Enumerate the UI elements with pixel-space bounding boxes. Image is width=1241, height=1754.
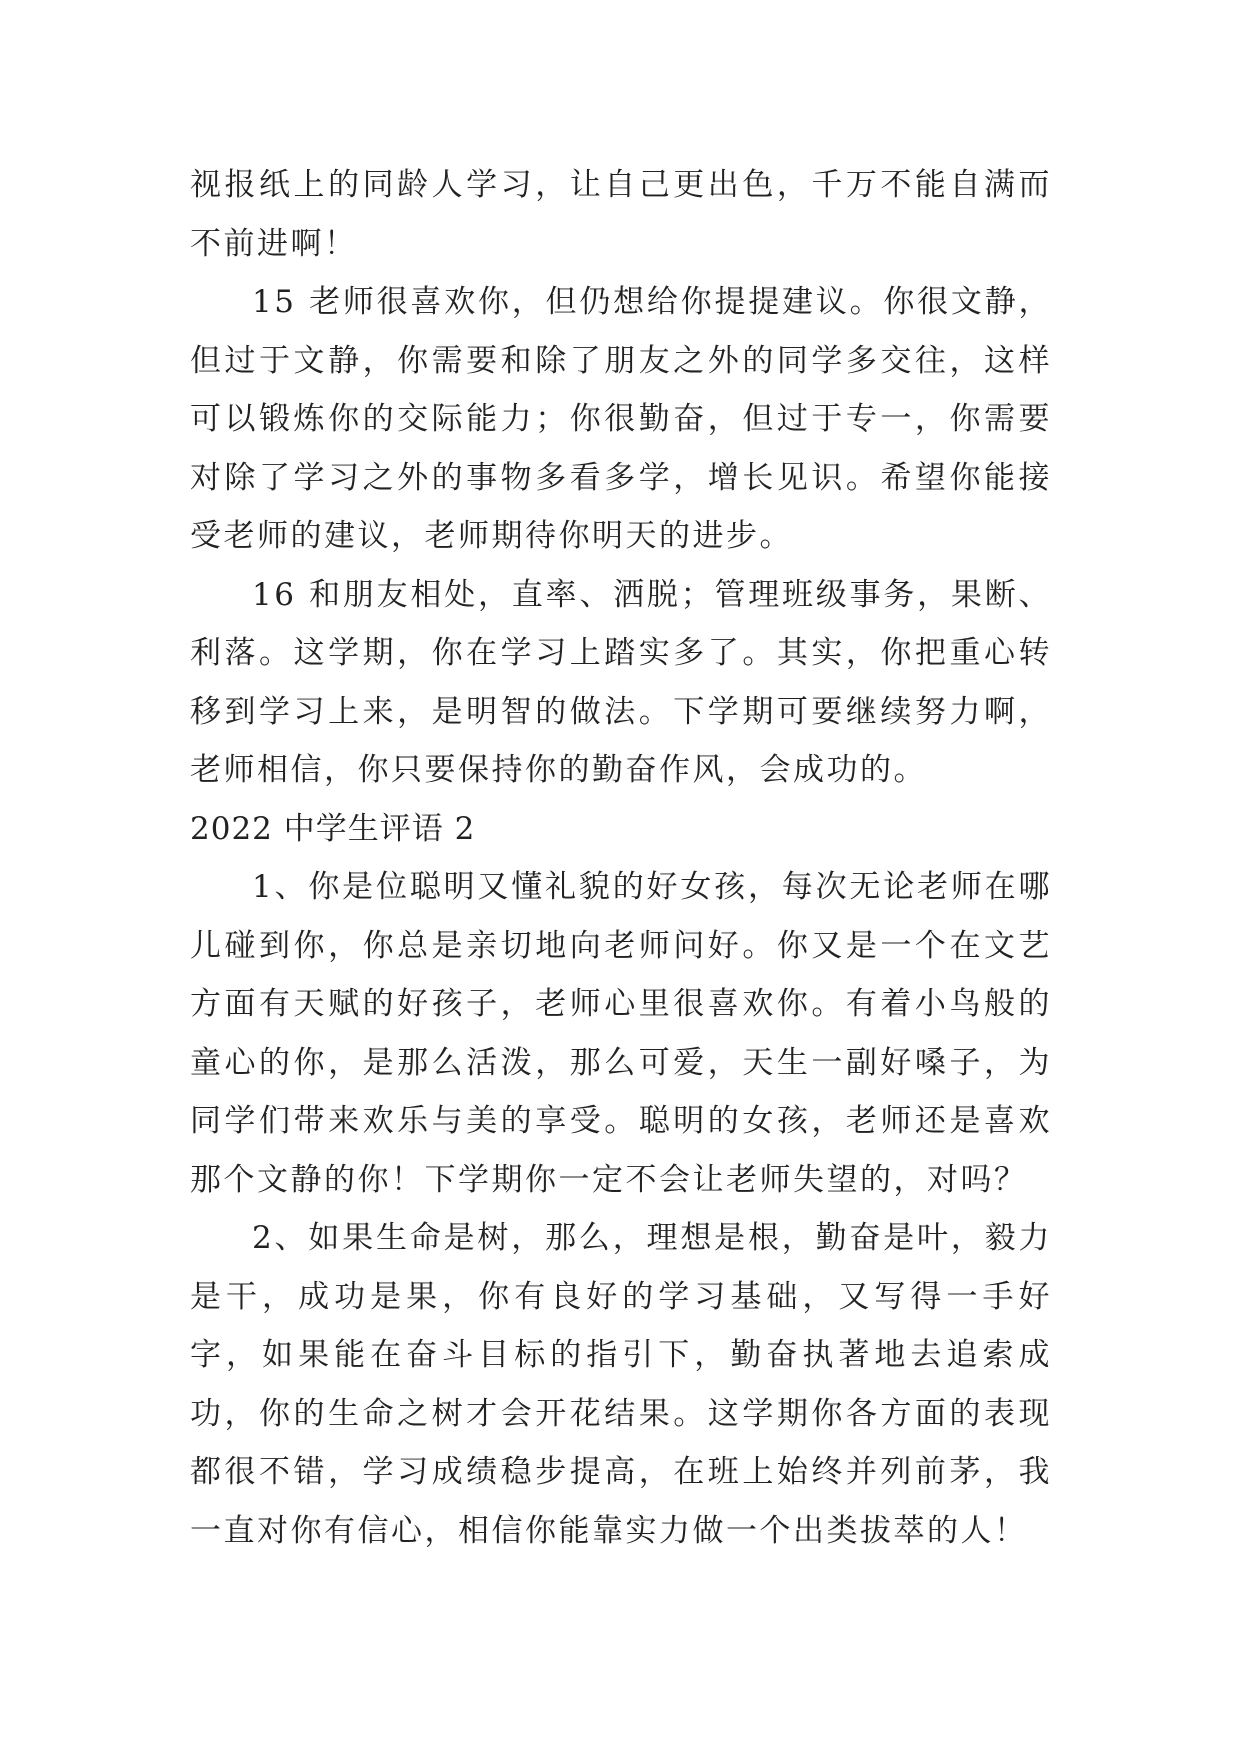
paragraph-section2-item-1: 1、你是位聪明又懂礼貌的好女孩，每次无论老师在哪儿碰到你，你总是亲切地向老师问好。你又是一个在文艺方面有天赋的好孩子，老师心里很喜欢你。有着小鸟般的童心的你，是那么活泼，那么可爱，天生一副好嗓子，为同学们带来欢乐与美的享受。聪明的女孩，老师还是喜欢那个文静的你！下学期你一定不会让老师失望的，对吗？ bbox=[190, 869, 1052, 1198]
section-heading: 2022 中学生评语 2 bbox=[190, 810, 476, 847]
paragraph-comment-16: 16 和朋友相处，直率、洒脱；管理班级事务，果断、利落。这学期，你在学习上踏实多了。其实，你把重心转移到学习上来，是明智的做法。下学期可要继续努力啊，老师相信，你只要保持你的勤奋作风，会成功的。 bbox=[190, 576, 1052, 788]
paragraph-comment-15: 15 老师很喜欢你，但仍想给你提提建议。你很文静，但过于文静，你需要和除了朋友之外的同学多交往，这样可以锻炼你的交际能力；你很勤奋，但过于专一，你需要对除了学习之外的事物多看多学，增长见识。希望你能接受老师的建议，老师期待你明天的进步。 bbox=[190, 284, 1052, 554]
paragraph-continuation: 视报纸上的同龄人学习，让自己更出色，千万不能自满而不前进啊！ bbox=[190, 167, 1052, 262]
document-body bbox=[190, 156, 1052, 1560]
paragraph-section2-item-2: 2、如果生命是树，那么，理想是根，勤奋是叶，毅力是干，成功是果，你有良好的学习基础，又写得一手好字，如果能在奋斗目标的指引下，勤奋执著地去追索成功，你的生命之树才会开花结果。这学期你各方面的表现都很不错，学习成绩稳步提高，在班上始终并列前茅，我一直对你有信心，相信你能靠实力做一个出类拔萃的人！ bbox=[190, 1220, 1052, 1549]
